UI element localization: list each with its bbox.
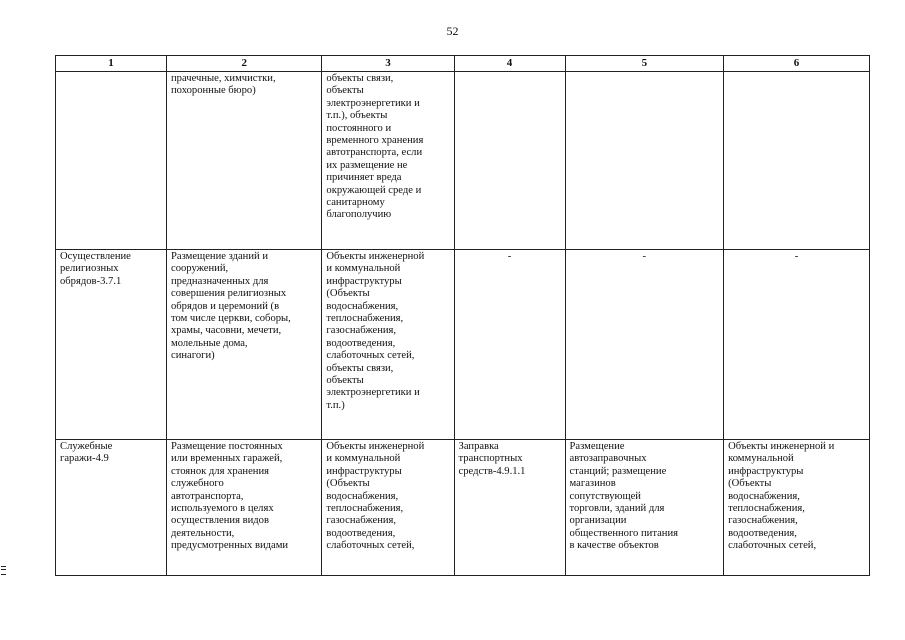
cell-text-line: газоснабжения, bbox=[326, 325, 397, 337]
cell-text-line: коммунальной bbox=[728, 453, 794, 465]
cell-text-line: водоотведения, bbox=[326, 527, 396, 539]
table-cell-col3 bbox=[322, 250, 454, 440]
table-cell-col1 bbox=[56, 72, 167, 250]
cell-text-line: постоянного и bbox=[326, 122, 392, 134]
table-cell-col2 bbox=[167, 72, 322, 250]
table-cell-col5 bbox=[565, 440, 724, 576]
column-header-5: 5 bbox=[565, 56, 724, 72]
cell-text-line: предусмотренных видами bbox=[171, 540, 289, 552]
cell-text-line: Объекты инженерной bbox=[326, 441, 425, 452]
column-header-1: 1 bbox=[56, 56, 167, 72]
cell-text-line: Заправка bbox=[458, 441, 499, 452]
table-cell-col3 bbox=[322, 72, 454, 250]
cell-text-line: автотранспорта, если bbox=[326, 147, 423, 159]
cell-text-line: транспортных bbox=[458, 453, 523, 465]
cell-text-line: том числе церкви, соборы, bbox=[171, 313, 291, 325]
cell-text-line: деятельности, bbox=[171, 527, 235, 539]
cell-text-line: слаботочных сетей, bbox=[326, 540, 415, 552]
cell-text-line: осуществления видов bbox=[171, 515, 269, 527]
cell-text-line: магазинов bbox=[569, 478, 616, 490]
cell-text-line: объекты связи, bbox=[326, 362, 394, 374]
cell-text-line: водоснабжения, bbox=[326, 490, 399, 502]
cell-text-line: Служебные bbox=[60, 441, 113, 452]
cell-text-line: (Объекты bbox=[326, 478, 370, 490]
cell-text-line: религиозных bbox=[60, 263, 119, 275]
cell-text-line: средств-4.9.1.1 bbox=[458, 465, 526, 477]
table-cell-col3 bbox=[322, 440, 454, 576]
table-cell-col4 bbox=[454, 72, 565, 250]
cell-text-line: станций; размещение bbox=[569, 465, 667, 477]
table-cell-col4 bbox=[454, 440, 565, 576]
cell-text-line: и коммунальной bbox=[326, 453, 401, 465]
cell-text-line: водоснабжения, bbox=[728, 490, 800, 502]
page-number: 52 bbox=[446, 24, 459, 38]
cell-text-line: - bbox=[794, 251, 799, 262]
cell-text-line: слаботочных сетей, bbox=[728, 540, 817, 552]
cell-text-line: - bbox=[507, 251, 512, 262]
cell-text-line: молельные дома, bbox=[171, 337, 248, 349]
cell-text-line: организации bbox=[569, 515, 627, 527]
cell-text-line: (Объекты bbox=[728, 478, 772, 490]
table-cell-col6 bbox=[724, 72, 870, 250]
cell-text-line: гаражи-4.9 bbox=[60, 453, 109, 465]
cell-text-line: торговли, зданий для bbox=[569, 503, 665, 515]
cell-text-line: электроэнергетики и bbox=[326, 97, 420, 109]
column-header-6: 6 bbox=[724, 56, 870, 72]
cell-text-line: газоснабжения, bbox=[326, 515, 397, 527]
cell-text-line: сопутствующей bbox=[569, 490, 641, 502]
cell-text-line: т.п.), объекты bbox=[326, 110, 388, 122]
cell-text-line: инфраструктуры bbox=[728, 465, 804, 477]
column-header-4: 4 bbox=[454, 56, 565, 72]
column-header-2: 2 bbox=[167, 56, 322, 72]
cell-text-line: стоянок для хранения bbox=[171, 465, 269, 477]
table-row bbox=[56, 250, 870, 440]
cell-text-line: похоронные бюро) bbox=[171, 85, 256, 97]
cell-text-line: электроэнергетики и bbox=[326, 387, 420, 399]
cell-text-line: теплоснабжения, bbox=[326, 313, 404, 325]
cell-text-line: храмы, часовни, мечети, bbox=[171, 325, 282, 337]
table-cell-col5 bbox=[565, 72, 724, 250]
cell-text-line: санитарному bbox=[326, 197, 385, 209]
table-cell-col2 bbox=[167, 250, 322, 440]
cell-text-line: временного хранения bbox=[326, 135, 424, 147]
cell-text-line: сооружений, bbox=[171, 263, 229, 275]
cell-text-line: теплоснабжения, bbox=[326, 503, 404, 515]
cell-text-line: автотранспорта, bbox=[171, 490, 244, 502]
cell-text-line: причиняет вреда bbox=[326, 172, 402, 184]
column-header-3: 3 bbox=[322, 56, 454, 72]
table-cell-col2 bbox=[167, 440, 322, 576]
cell-text-line: водоотведения, bbox=[728, 527, 797, 539]
table-cell-col6 bbox=[724, 440, 870, 576]
cell-text-line: Размещение bbox=[569, 441, 625, 452]
cell-text-line: совершения религиозных bbox=[171, 288, 287, 300]
cell-text-line: прачечные, химчистки, bbox=[171, 73, 276, 84]
cell-text-line: служебного bbox=[171, 478, 224, 490]
cell-text-line: Объекты инженерной bbox=[326, 251, 425, 262]
cell-text-line: окружающей среде и bbox=[326, 184, 422, 196]
table-cell-col4 bbox=[454, 250, 565, 440]
table-header-row bbox=[56, 56, 870, 72]
cell-text-line: (Объекты bbox=[326, 288, 370, 300]
cell-text-line: предназначенных для bbox=[171, 275, 269, 287]
table-cell-col6 bbox=[724, 250, 870, 440]
cell-text-line: инфраструктуры bbox=[326, 465, 402, 477]
cell-text-line: газоснабжения, bbox=[728, 515, 798, 527]
cell-text-line: объекты связи, bbox=[326, 73, 394, 84]
cell-text-line: - bbox=[642, 251, 647, 262]
cell-text-line: Размещение постоянных bbox=[171, 441, 283, 452]
table-cell-col1 bbox=[56, 440, 167, 576]
cell-text-line: инфраструктуры bbox=[326, 275, 402, 287]
table-cell-col5 bbox=[565, 250, 724, 440]
table-row bbox=[56, 440, 870, 576]
cell-text-line: синагоги) bbox=[171, 350, 215, 362]
cell-text-line: т.п.) bbox=[326, 399, 345, 411]
cell-text-line: водоотведения, bbox=[326, 337, 396, 349]
cell-text-line: в качестве объектов bbox=[569, 540, 659, 552]
cell-text-line: автозаправочных bbox=[569, 453, 647, 465]
cell-text-line: Осуществление bbox=[60, 251, 131, 262]
cell-text-line: обрядов и церемоний (в bbox=[171, 300, 280, 312]
cell-text-line: объекты bbox=[326, 375, 364, 387]
cell-text-line: их размещение не bbox=[326, 159, 408, 171]
cell-text-line: Размещение зданий и bbox=[171, 251, 268, 262]
table-row bbox=[56, 72, 870, 250]
cell-text-line: и коммунальной bbox=[326, 263, 401, 275]
cell-text-line: обрядов-3.7.1 bbox=[60, 275, 122, 287]
cell-text-line: Объекты инженерной и bbox=[728, 441, 835, 452]
cell-text-line: теплоснабжения, bbox=[728, 503, 805, 515]
cell-text-line: общественного питания bbox=[569, 527, 678, 539]
cell-text-line: используемого в целях bbox=[171, 503, 274, 515]
margin-mark bbox=[1, 566, 6, 575]
cell-text-line: благополучию bbox=[326, 209, 392, 221]
land-use-table bbox=[55, 55, 870, 576]
cell-text-line: водоснабжения, bbox=[326, 300, 399, 312]
cell-text-line: слаботочных сетей, bbox=[326, 350, 415, 362]
cell-text-line: объекты bbox=[326, 85, 364, 97]
table-cell-col1 bbox=[56, 250, 167, 440]
cell-text-line: или временных гаражей, bbox=[171, 453, 283, 465]
